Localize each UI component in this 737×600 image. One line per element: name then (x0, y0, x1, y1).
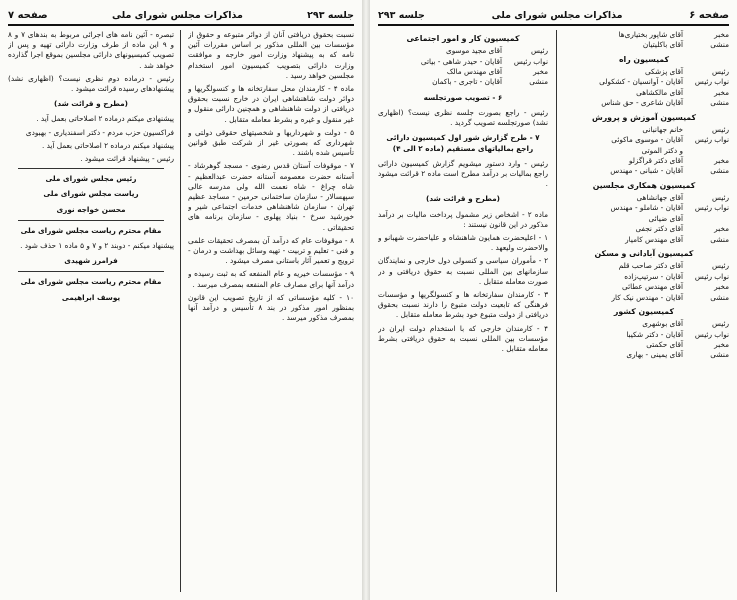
address-line: رئیس مجلس شورای ملی (45, 174, 137, 184)
paragraph: ۹ - مؤسسات خیریه و عام المنفعه که به ثبت رسیده و درآمد آنها برای مصارف عام المنفعه بمصرف میرسد . (188, 269, 354, 289)
committee-block (559, 30, 729, 51)
paragraph: رئیس - درماده دوم نظری نیست؟ (اظهاری نشد) پیشنهادهای رسیده قرائت میشود . (8, 73, 174, 94)
right-page-left-column (378, 30, 548, 594)
member-name: آقایان - مهندس نیک کار (611, 292, 683, 302)
member-row (559, 319, 729, 329)
member-name: آقایان - موسوی ماکوئی (611, 135, 683, 145)
member-name: آقای مهندس عطائی (622, 282, 683, 292)
member-row (559, 135, 729, 145)
page-label: صفحه ۶ (689, 9, 729, 21)
left-page-header (8, 6, 354, 26)
member-name: آقایان - حیدر شاهی - بیاتی (420, 56, 502, 66)
member-row (378, 46, 548, 56)
publication-title: مذاکرات مجلس شورای ملی (111, 9, 243, 21)
member-row (378, 67, 548, 77)
paragraph: ۱۰ - کلیه مؤسساتی که از تاریخ تصویب این قانون بمنظور امور مذکور در بند ۸ تأسیس و درآمد آنها بمصرف مذکور میرسد . (188, 292, 354, 323)
member-role: رئیس (711, 261, 729, 271)
section-heading: ۶ - تصویب صورتجلسه (423, 92, 503, 102)
member-row (559, 193, 729, 203)
member-role: منشی (710, 350, 729, 360)
member-name: آقای مهندس مالک (446, 67, 502, 77)
member-role: منشی (529, 77, 548, 87)
paragraph: ۷ - موقوفات آستان قدس رضوی - مسجد گوهرشاد - آستانه حضرت معصومه آستانه حضرت عبدالعظیم - شاه چراغ - شاه نعمت الله ولی مدرسه عالی سپهسالار - سازمان ساختمانی حرمین - مساجد عظیم تهران - سازمان شاهنشاهی خدمات اجتماعی شیر و خورشید سرخ - بنیاد پهلوی - سازمان برنامه های تحقیقاتی . (188, 161, 354, 232)
member-role: منشی (710, 292, 729, 302)
member-name: و دکتر الموتی (641, 145, 683, 155)
member-role: رئیس (711, 193, 729, 203)
member-row (559, 156, 729, 166)
left-page (0, 0, 362, 600)
member-name: آقایان - شاملو - مهندس (610, 203, 683, 213)
committee-title: کمیسیون کار و امور اجتماعی (406, 34, 520, 43)
right-page-right-column (559, 30, 729, 594)
member-name: خانم جهانبانی (642, 124, 683, 134)
member-role: منشی (710, 166, 729, 176)
left-page-left-column (8, 30, 174, 594)
member-role: نواب رئیس (694, 329, 729, 339)
paragraph: ۴ - کارمندان خارجی که با استخدام دولت ایران در مؤسسات بین المللی نسبت به حقوق دریافتی بشرط معامله متقابل . (378, 323, 548, 354)
committee-block (559, 181, 729, 245)
committee-title: کمیسیون همکاری مجلسین (592, 180, 696, 190)
member-row (559, 77, 729, 87)
member-name: آقای پزشکی (644, 67, 683, 77)
member-row (559, 340, 729, 350)
paragraph: نسبت بحقوق دریافتی آنان از دوائر متبوعه و حقوق از مؤسسات بین المللی مذکور بر اساس مقررات آئین نامه که به پیشنهاد وزارت امور خارجه و موافقت وزارت دارائی بتصویب کمیسیون امور استخدام مجلسین خواهد رسید . (188, 30, 354, 80)
committee-block (559, 249, 729, 303)
member-row (559, 203, 729, 213)
member-role: مخبر (714, 30, 729, 39)
session-label: جلسه ۲۹۳ (378, 9, 425, 21)
member-row (559, 125, 729, 135)
motion-header: (مطرح و قرائت شد) (426, 194, 500, 204)
member-role: مخبر (714, 224, 729, 234)
publication-title: مذاکرات مجلس شورای ملی (491, 9, 623, 21)
member-role (683, 146, 729, 156)
member-name: آقای مالکشاهی (636, 87, 683, 97)
member-row (559, 40, 729, 50)
member-role: منشی (710, 40, 729, 50)
committee-block (559, 307, 729, 361)
member-row (559, 98, 729, 108)
paragraph: رئیس - راجع بصورت جلسه نظری نیست؟ (اظهاری نشد) صورتجلسه تصویب گردید . (378, 108, 548, 128)
committee-title: کمیسیون کشور (613, 306, 675, 316)
member-role (683, 214, 729, 224)
paragraph: ۵ - دولت و شهرداریها و شخصیتهای حقوقی دولتی و شهرداری که بصورتی غیر از شرکت طبق قوانین تأسیس شده باشند . (188, 127, 354, 158)
divider (18, 220, 164, 221)
committee-title: کمیسیون آبادانی و مسکن (594, 249, 694, 259)
member-role: رئیس (711, 319, 729, 329)
member-row (559, 293, 729, 303)
motion-header: (مطرح و قرائت شد) (54, 99, 128, 109)
signature: محسن خواجه نوری (56, 204, 126, 214)
member-role: نواب رئیس (694, 271, 729, 281)
paragraph: تبصره - آئین نامه های اجرائی مربوط به بندهای ۷ و ۸ و ۹ این ماده از طرف وزارت دارائی تهیه و پس از تصویب کمیسیونهای دارائی مجلسین بموقع اجرا گذارده خواهد شد . (8, 30, 174, 70)
member-name: آقای شاپور بختیاری‌ها (618, 30, 683, 39)
member-row (559, 214, 729, 224)
member-role: رئیس (711, 67, 729, 77)
column-divider (556, 30, 557, 592)
member-role: مخبر (714, 282, 729, 292)
member-role: مخبر (533, 67, 548, 77)
member-row (378, 57, 548, 67)
divider (18, 271, 164, 272)
paragraph: ماده ۲ - اشخاص زیر مشمول پرداخت مالیات بر درآمد مذکور در این قانون نیستند : (378, 209, 548, 229)
member-row (559, 261, 729, 271)
member-row (559, 350, 729, 360)
member-name: آقای یمینی - بهاری (626, 350, 683, 360)
member-name: آقایان - آوانسیان - کشکولی (599, 77, 683, 87)
paragraph: پیشنهادی میکنم درماده ۲ اصلاحاتی بعمل آید . (36, 114, 174, 124)
address-line: ریاست مجلس شورای ملی (43, 189, 139, 199)
member-name: آقای بوشهری (642, 319, 683, 329)
address-line: مقام محترم ریاست مجلس شورای ملی (20, 277, 162, 287)
committee-block (559, 113, 729, 177)
member-role: نواب رئیس (694, 77, 729, 87)
member-name: آقایان - سرتیپ‌زاده (624, 271, 683, 281)
member-name: آقایان - تاجری - باکمان (432, 77, 502, 87)
paragraph: رئیس - پیشنهاد قرائت میشود . (80, 154, 174, 164)
paragraph: ۲ - مأموران سیاسی و کنسولی دول خارجی و نمایندگان سازمانهای بین المللی نسبت به حقوق دریافتی و در صورت معامله متقابل . (378, 256, 548, 286)
member-row (559, 166, 729, 176)
member-name: آقایان - شبانی - مهندس (610, 166, 683, 176)
left-page-right-column (188, 30, 354, 594)
divider (18, 168, 164, 169)
member-name: آقای دکتر صاحب قلم (618, 261, 683, 271)
member-role: مخبر (714, 156, 729, 166)
member-name: آقای حکمتی (646, 339, 683, 349)
paragraph: پیشنهاد میکنم - دوبند ۲ و ۷ و ۵ ماده ۱ حذف شود . (20, 241, 174, 251)
member-row (378, 77, 548, 87)
member-row (559, 224, 729, 234)
member-row (559, 330, 729, 340)
member-row (559, 272, 729, 282)
paragraph: پیشنهاد میکنم درماده ۲ اصلاحاتی بعمل آید . (41, 140, 174, 150)
member-row (559, 146, 729, 156)
member-row (559, 235, 729, 245)
paragraph: ۱ - اعلیحضرت همایون شاهنشاه و علیاحضرت شهبانو و والاحضرت ولیعهد . (378, 233, 548, 253)
member-role: منشی (710, 98, 729, 108)
member-row (559, 282, 729, 292)
member-name: آقای مهندس کامیار (625, 234, 683, 244)
member-row (559, 88, 729, 98)
page-label: صفحه ۷ (8, 9, 48, 21)
right-page-header (378, 6, 729, 26)
member-name: آقای دکتر قراگزلو (628, 156, 683, 166)
member-name: آقایان - دکتر شکیبا (626, 329, 683, 339)
committee-title: کمیسیون راه (618, 54, 670, 64)
section-heading: ۷ - طرح گزارش شور اول کمیسیون دارائی راجع بمالیاتهای مستقیم (ماده ۲ الی ۴) (386, 133, 540, 153)
paragraph: ۸ - موقوفات عام که درآمد آن بمصرف تحقیقات علمی و فنی - تعلیم و تربیت - تهیه وسائل بهداشت و درمان - ترویج و تعمیر آثار باستانی مصرف میشود . (188, 235, 354, 266)
member-role: مخبر (714, 87, 729, 97)
paragraph: ماده ۴ - کارمندان محل سفارتخانه ها و کنسولگریها و دوائر دولت شاهنشاهی ایران در خارج نسبت بحقوق دریافتی از دولت شاهنشاهی و همچنین دارائی منقول و غیر منقول و غیره و بشرط معامله متقابل . (188, 84, 354, 124)
committee-block (559, 55, 729, 109)
member-role: نواب رئیس (694, 203, 729, 213)
member-name: آقای ضیائی (648, 213, 683, 223)
member-name: آقای جهانشاهی (636, 193, 683, 203)
member-role: نواب رئیس (694, 135, 729, 145)
member-name: آقای مجید موسوی (445, 46, 502, 56)
member-name: آقایان شاعری - حق شناس (601, 98, 683, 108)
member-name: آقای دکتر نجفی (635, 224, 683, 234)
member-row (559, 67, 729, 77)
book-gutter (362, 0, 370, 600)
right-page (370, 0, 737, 600)
member-row (559, 30, 729, 40)
member-role: نواب رئیس (513, 56, 548, 66)
committee-title: کمیسیون آموزش و پرورش (591, 112, 697, 122)
member-role: رئیس (530, 46, 548, 56)
column-divider (180, 30, 181, 592)
session-label: جلسه ۲۹۳ (307, 9, 354, 21)
committee-block (378, 34, 548, 88)
signature: یوسف ابراهیمی (61, 292, 121, 302)
paragraph: فراکسیون حزب مردم - دکتر اسفندیاری - بهبودی (25, 127, 174, 137)
address-line: مقام محترم ریاست مجلس شورای ملی (20, 225, 162, 235)
paragraph: ۳ - کارمندان سفارتخانه ها و کنسولگریها و مؤسسات فرهنگی که تابعیت دولت متبوع را دارند نسبت بحقوق دریافتی از دولت متبوع خود بشرط معامله متقابل . (378, 290, 548, 320)
member-role: رئیس (711, 124, 729, 134)
signature: فرامرز شهیدی (64, 256, 118, 266)
paragraph: رئیس - وارد دستور میشویم گزارش کمیسیون دارائی راجع بمالیات بر درآمد مطرح است ماده ۲ قرائت میشود . (378, 158, 548, 189)
member-name: آقای باکلیتیان (642, 40, 683, 50)
member-role: مخبر (714, 339, 729, 349)
member-role: منشی (710, 234, 729, 244)
